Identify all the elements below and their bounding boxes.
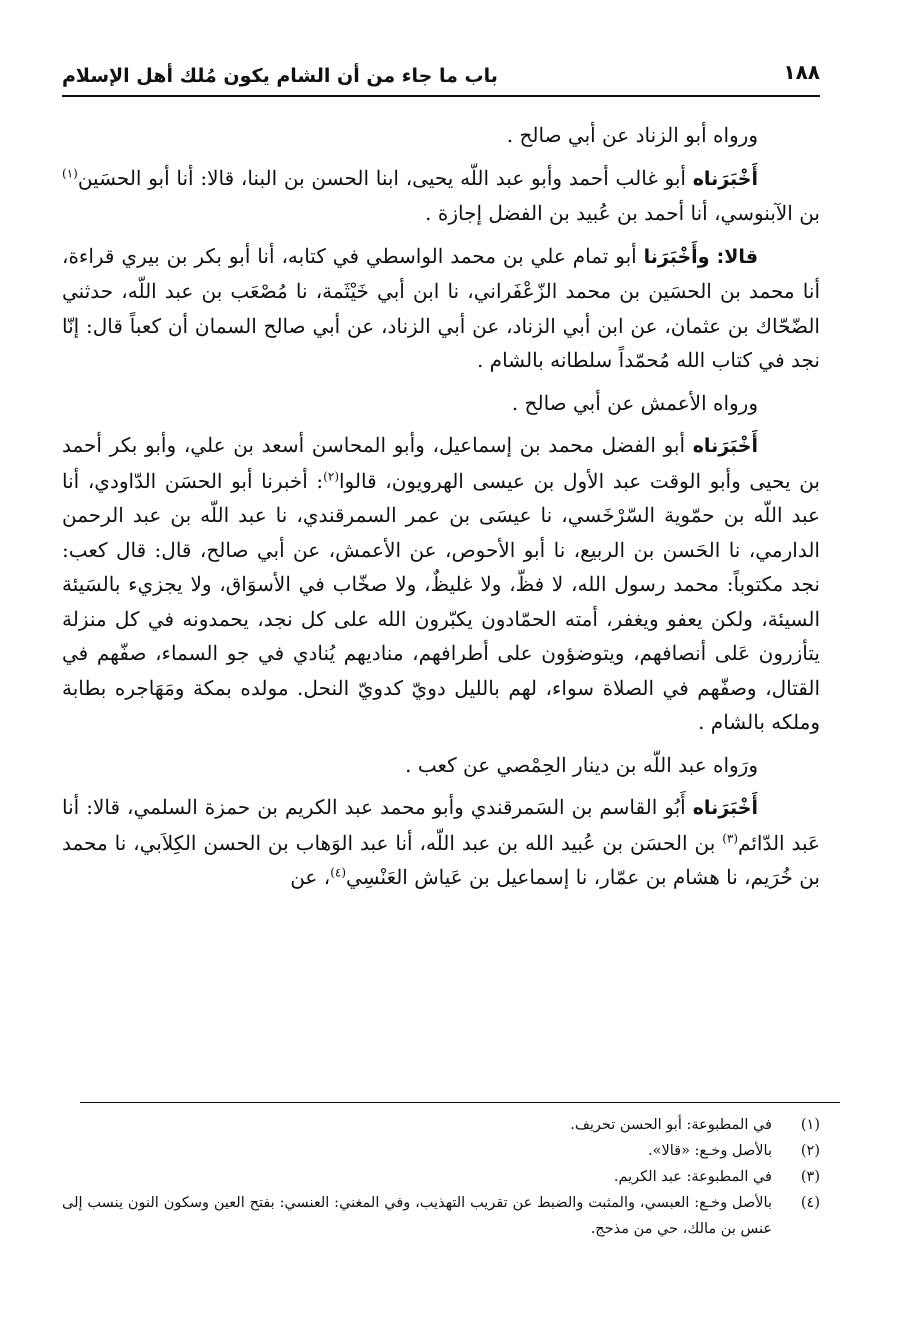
- page-header: [62, 54, 820, 94]
- paragraph-text-continued: بن الآبنوسي، أنا أحمد بن عُبيد بن الفضل إجازة .: [425, 201, 820, 225]
- paragraph-2: [62, 161, 820, 231]
- footnote-reference: (٣): [722, 830, 739, 845]
- header-divider: [62, 95, 820, 97]
- paragraph-4: [62, 386, 820, 421]
- footnote-2: [62, 1138, 820, 1164]
- footnote-number: (٣): [800, 1169, 820, 1185]
- footnote-reference: (٢): [323, 468, 339, 483]
- paragraph-3: [62, 239, 820, 378]
- paragraph-text: أبو غالب أحمد وأبو عبد اللّه يحيى، ابنا الحسن بن البنا، قالا: أنا أبو الحسَين: [77, 165, 693, 190]
- paragraph-lead: قالا: وأَخْبَرَنا: [643, 245, 759, 268]
- chapter-title: باب ما جاء من أن الشام يكون مُلك أهل الإسلام: [62, 65, 498, 87]
- footnote-number: (٤): [800, 1195, 820, 1211]
- paragraph-text: ورواه الأعمش عن أبي صالح .: [511, 390, 758, 415]
- footnote-1: [62, 1112, 820, 1138]
- footnote-number: (٢): [800, 1143, 820, 1159]
- page-number: ١٨٨: [783, 60, 820, 84]
- paragraph-lead: أَخْبَرَناه: [692, 167, 758, 190]
- footnote-text: بالأصل وخـع: العبسي، والمثبت والضبط عن تقريب التهذيب، وفي المغني: العنسي: بفتح العين وسكون النون ينسب إلى عنس بن مالك، حي من مذحج.: [62, 1195, 772, 1237]
- footnote-reference: (٤): [330, 865, 347, 880]
- footnote-reference: (١): [62, 165, 78, 180]
- paragraph-text-continued: بن الحسَن بن عُبيد الله بن عبد اللّه، أنا عبد الوَهاب بن الحسن الكِلاَبي، نا محمد بن خُرَيم، نا هشام بن عمّار، نا إسماعيل بن عَياش العَنْسِي: [62, 830, 820, 889]
- footnote-4: [62, 1190, 820, 1242]
- paragraph-6: [62, 748, 820, 783]
- paragraph-lead: أَخْبَرَناه: [692, 435, 758, 457]
- paragraph-text-continued: : أخبرنا أبو الحسَن الدّاودي، أنا عبد اللّه بن حمّوية السّرْخَسي، نا عيسَى بن عمر السمرقندي، نا عبد اللّه بن عبد الرحمن الدارمي، نا الحَسن بن الربيع، نا أبو الأحوص، عن الأعمش، عن أبي صالح، قال: قال كعب: نجد مكتوباً: محمد رسول الله، لا فظّ، ولا غليظٌ، ولا صخّاب في الأسوَاق، ولا يجزيء بالسَيئة السيئة، ولكن يعفو ويغفر، أمته الحمّادون يكبّرون الله على كل نجد، يحمدونه في كل منزلة يتأزرون عَلى أنصافهم، ويتوضؤون على أطرافهم، مناديهم يُنادي في جو السماء، صفّهم في القتال، وصفّهم في الصلاة سواء، لهم بالليل دويّ كدويّ النحل. مولده بمكة ومَهَاجره بطابة وملكه بالشام .: [62, 468, 820, 734]
- paragraph-text: ورَواه عبد اللّه بن دينار الحِمْصي عن كعب .: [405, 752, 758, 777]
- paragraph-text: أبو تمام علي بن محمد الواسطي في كتابه، أنا أبو بكر بن بيري قراءة، أنا محمد بن الحسَين بن محمد الزّعْفَراني، نا ابن أبي خَيْثَمة، نا مُصْعَب بن عبد اللّه، حدثني الضّحّاك بن عثمان، عن ابن أبي الزناد، عن أبي الزناد، عن أبي صالح السمان أن كعباً قال: إنّا نجد في كتاب الله مُحمّداً سلطانه بالشام .: [62, 243, 820, 372]
- main-text: [62, 118, 820, 1078]
- paragraph-lead: أَخْبَرَناه: [692, 797, 758, 819]
- paragraph-text-end: ، عن: [290, 865, 331, 889]
- paragraph-text: ورواه أبو الزناد عن أبي صالح .: [506, 123, 758, 147]
- footnote-number: (١): [800, 1117, 820, 1133]
- footnotes: [62, 1112, 820, 1292]
- footnote-divider: [80, 1102, 840, 1103]
- footnote-text: في المطبوعة: أبو الحسن تحريف.: [570, 1117, 772, 1133]
- paragraph-1: [62, 118, 820, 153]
- footnote-3: [62, 1164, 820, 1190]
- paragraph-5: [62, 428, 820, 740]
- paragraph-text: أبو الفضل محمد بن إسماعيل، وأبو المحاسن أسعد بن علي، وأبو بكر أحمد بن يحيى وأبو الوقت عبد الأول بن عيسى الهرويون، قالوا: [62, 433, 820, 493]
- footnote-text: في المطبوعة: عبد الكريم.: [613, 1169, 772, 1185]
- paragraph-7: [62, 790, 820, 895]
- paragraph-text: أَبُو القاسم بن السَمرقندي وأبو محمد عبد الكريم بن حمزة السلمي، قالا: أنا عَبد الدّائم: [62, 795, 820, 855]
- footnote-text: بالأصل وخـع: «قالا».: [647, 1143, 772, 1159]
